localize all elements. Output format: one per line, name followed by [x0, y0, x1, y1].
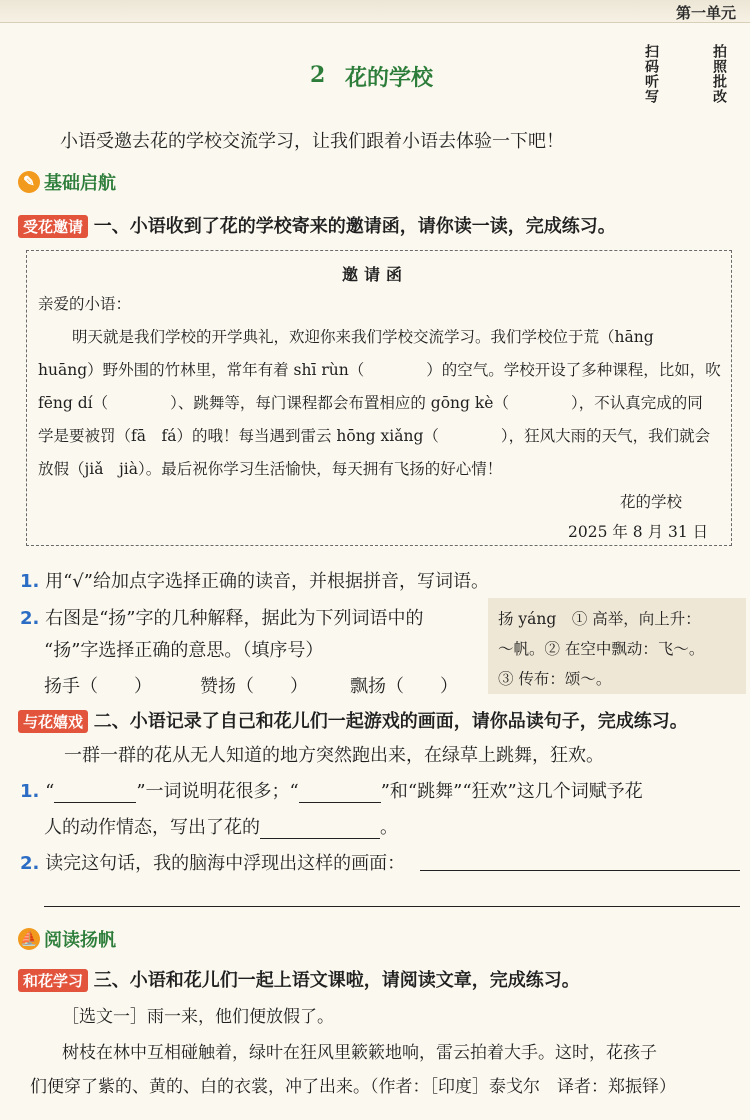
answer-word[interactable]: 飘扬（ ）: [350, 676, 458, 697]
lesson-title: 花的学校: [345, 65, 434, 91]
section-basic: [18, 170, 116, 194]
letter-line: 放假（jiǎ jià）。最后祝你学习生活愉快，每天拥有飞扬的好心情！: [38, 460, 503, 478]
top-bar: [0, 0, 750, 23]
sub-question: 2. 右图是“扬”字的几种解释，据此为下列词语中的: [20, 608, 424, 629]
passage-line: 树枝在林中互相碰触着，绿叶在狂风里簌簌地响，雷云拍着大手。这时，花孩子: [62, 1043, 657, 1063]
question-text: 三、小语和花儿们一起上语文课啦，请阅读文章，完成练习。: [93, 970, 580, 991]
sub-question-cont: “扬”字选择正确的意思。（填序号）: [44, 640, 324, 661]
definition-line: ～帆。② 在空中飘动：飞～。: [498, 640, 705, 658]
letter-signature: 花的学校: [620, 493, 683, 511]
photo-correction-button[interactable]: 拍照批改: [711, 44, 727, 104]
sub-question-cont: 人的动作情态，写出了花的 。: [44, 817, 398, 838]
answer-line[interactable]: [420, 870, 740, 871]
answer-word[interactable]: 赞扬（ ）: [200, 676, 308, 697]
passage-label-line: ［选文一］雨一来，他们便放假了。: [62, 1007, 334, 1027]
question-3: [18, 966, 580, 992]
letter-greeting: 亲爱的小语：: [38, 295, 132, 313]
answer-blank[interactable]: [54, 781, 136, 803]
lesson-number: 2: [310, 62, 326, 88]
question-1: [18, 212, 616, 238]
answer-word[interactable]: 扬手（ ）: [44, 676, 152, 697]
sail-icon: ⛵: [18, 928, 40, 950]
letter-line: huāng）野外围的竹林里，常年有着 shī rùn（ ）的空气。学校开设了多种课程，比如，吹: [38, 361, 721, 379]
quoted-sentence: 一群一群的花从无人知道的地方突然跑出来，在绿草上跳舞，狂欢。: [64, 745, 604, 766]
letter-title: 邀请函: [341, 265, 408, 284]
intro-text: 小语受邀去花的学校交流学习，让我们跟着小语去体验一下吧！: [60, 131, 564, 152]
letter-line: 明天就是我们学校的开学典礼，欢迎你来我们学校交流学习。我们学校位于荒（hāng: [72, 328, 654, 346]
question-tag: 和花学习: [18, 969, 88, 992]
question-2: [18, 707, 688, 733]
sub-question: 1. 用“√”给加点字选择正确的读音，并根据拼音，写词语。: [20, 571, 489, 592]
section-title: 基础启航: [44, 173, 116, 194]
answer-blank[interactable]: [260, 817, 380, 839]
letter-date: 2025 年 8 月 31 日: [568, 523, 709, 541]
sub-question: 1. “ ”一词说明花很多；“ ”和“跳舞”“狂欢”这几个词赋予花: [20, 781, 643, 802]
sub-question: 2. 读完这句话，我的脑海中浮现出这样的画面：: [20, 853, 406, 874]
scan-dictation-button[interactable]: 扫码听写: [643, 44, 659, 104]
section-reading: [18, 927, 116, 951]
question-text: 二、小语记录了自己和花儿们一起游戏的画面，请你品读句子，完成练习。: [93, 711, 688, 732]
book-icon: ✎: [18, 171, 40, 193]
question-tag: 与花嬉戏: [18, 710, 88, 733]
answer-blank[interactable]: [299, 781, 381, 803]
definition-line: ③ 传布：颂～。: [498, 670, 612, 688]
definition-line: 扬 yáng ① 高举，向上升：: [498, 610, 701, 628]
definition-box: [488, 598, 746, 694]
letter-line: 学是要被罚（fā fá）的哦！每当遇到雷云 hōng xiǎng（ ），狂风大雨的天气，我们就会: [38, 427, 711, 445]
passage-line: 们便穿了紫的、黄的、白的衣裳，冲了出来。（作者：［印度］泰戈尔 译者：郑振铎）: [30, 1077, 676, 1097]
question-tag: 受花邀请: [18, 215, 88, 238]
question-text: 一、小语收到了花的学校寄来的邀请函，请你读一读，完成练习。: [93, 216, 616, 237]
letter-line: fēng dí（ ）、跳舞等，每门课程都会布置相应的 gōng kè（ ），不认真完成的同: [38, 394, 703, 412]
answer-line[interactable]: [44, 906, 740, 907]
unit-label: 第一单元: [675, 4, 736, 22]
section-title: 阅读扬帆: [44, 930, 116, 951]
